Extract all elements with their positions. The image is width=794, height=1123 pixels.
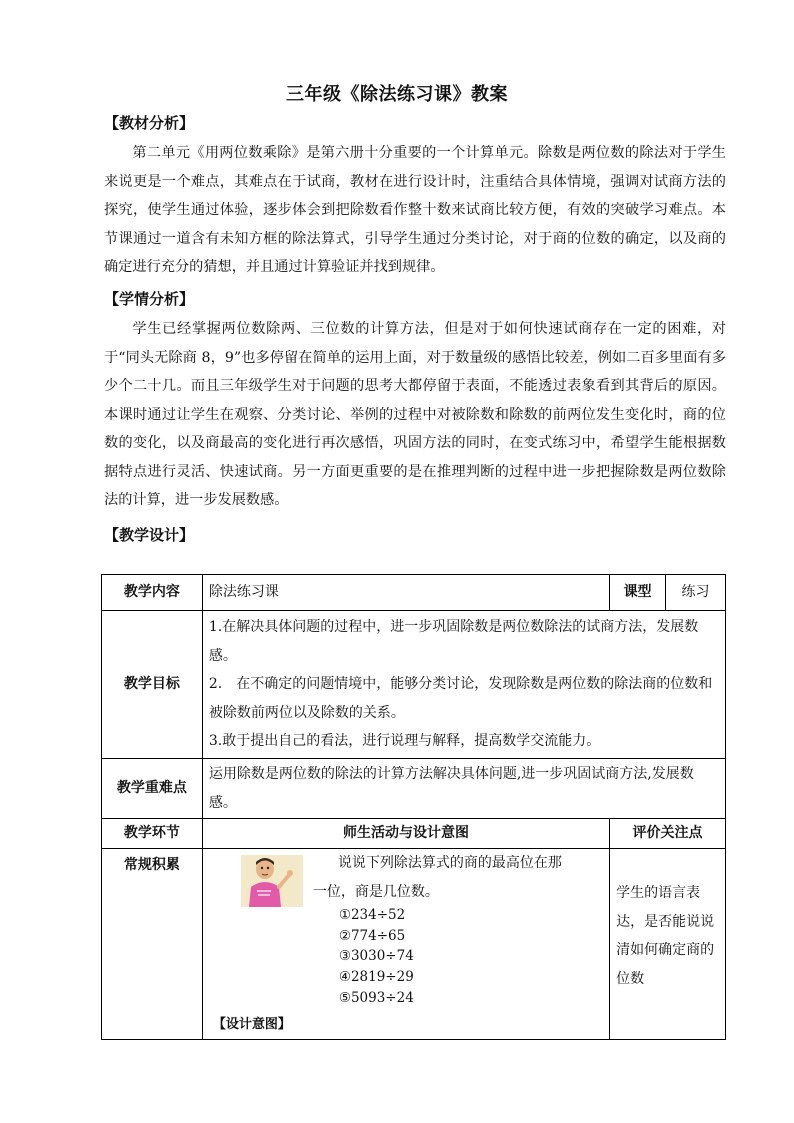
row-content	[102, 575, 726, 611]
header-evaluation: 评价关注点	[610, 819, 726, 849]
row-goals	[102, 611, 726, 759]
paragraph-material-analysis: 第二单元《用两位数乘除》是第六册十分重要的一个计算单元。除数是两位数的除法对于学生来说更是一个难点，其难点在于试商，教材在进行设计时，注重结合具体情境，强调对试商方法的探究，使学生通过体验，逐步体会到把除数看作整十数来试商比较方便，有效的突破学习难点。本节课通过一道含有未知方框的除法算式，引导学生通过分类讨论，对于商的位数的确定，以及商的确定进行充分的猜想，并且通过计算验证并找到规律。	[104, 145, 726, 275]
section-heading-students: 【学情分析】	[104, 290, 195, 308]
lesson-plan-table	[101, 574, 726, 1040]
row-key-points	[102, 759, 726, 819]
label-key-points: 教学重难点	[102, 759, 203, 819]
label-content: 教学内容	[102, 575, 203, 611]
value-content: 除法练习课	[202, 575, 609, 611]
value-goals	[202, 611, 725, 759]
section-heading-material: 【教材分析】	[104, 114, 195, 132]
header-stage: 教学环节	[102, 819, 203, 849]
exercise-item: ②774÷65	[338, 927, 406, 944]
label-type: 课型	[610, 575, 666, 611]
page-title: 三年级《除法练习课》教案	[286, 84, 508, 105]
header-activities: 师生活动与设计意图	[202, 819, 609, 849]
task-line: 说说下列除法算式的商的最高位在那	[337, 855, 562, 871]
value-key-points: 运用除数是两位数的除法的计算方法解决具体问题,进一步巩固试商方法,发展数感。	[202, 759, 725, 819]
value-type: 练习	[666, 575, 726, 611]
goal-item: 2. 在不确定的问题情境中，能够分类讨论，发现除数是两位数的除法商的位数和被除数前两位以及除数的关系。	[208, 676, 713, 721]
routine-task-text	[213, 849, 603, 907]
exercise-item: ⑤5093÷24	[338, 989, 414, 1006]
exercise-list	[339, 905, 414, 1009]
section-heading-design: 【教学设计】	[104, 526, 195, 544]
goal-item: 3.敢于提出自己的看法，进行说理与解释，提高数学交流能力。	[208, 733, 601, 750]
row-routine	[102, 849, 726, 1040]
goal-item: 1.在解决具体问题的过程中，进一步巩固除数是两位数除法的试商方法，发展数感。	[208, 619, 699, 664]
task-line: 一位，商是几位数。	[312, 884, 439, 900]
label-goals: 教学目标	[102, 611, 203, 759]
routine-evaluation: 学生的语言表达，是否能说说清如何确定商的位数	[610, 849, 726, 1040]
exercise-item: ③3030÷74	[338, 948, 414, 965]
row-table-header	[102, 819, 726, 849]
exercise-item: ①234÷52	[338, 907, 406, 923]
routine-activity-cell	[202, 849, 609, 1040]
exercise-item: ④2819÷29	[338, 969, 414, 986]
label-routine: 常规积累	[102, 849, 203, 1040]
paragraph-student-analysis: 学生已经掌握两位数除两、三位数的计算方法，但是对于如何快速试商存在一定的困难，对于“同头无除商 8，9”也多停留在简单的运用上面，对于数量级的感悟比较差，例如二百多里面有多少个二十几。而且三年级学生对于问题的思考大都停留于表面，不能透过表象看到其背后的原因。本课时通过让学生在观察、分类讨论、举例的过程中对被除数和除数的前两位发生变化时，商的位数的变化，以及商最高的变化进行再次感悟，巩固方法的同时，在变式练习中，希望学生能根据数据特点进行灵活、快速试商。另一方面更重要的是在推理判断的过程中进一步把握除数是两位数除法的计算，进一步发展数感。	[104, 321, 726, 508]
design-intent-label: 【设计意图】	[212, 1017, 291, 1032]
